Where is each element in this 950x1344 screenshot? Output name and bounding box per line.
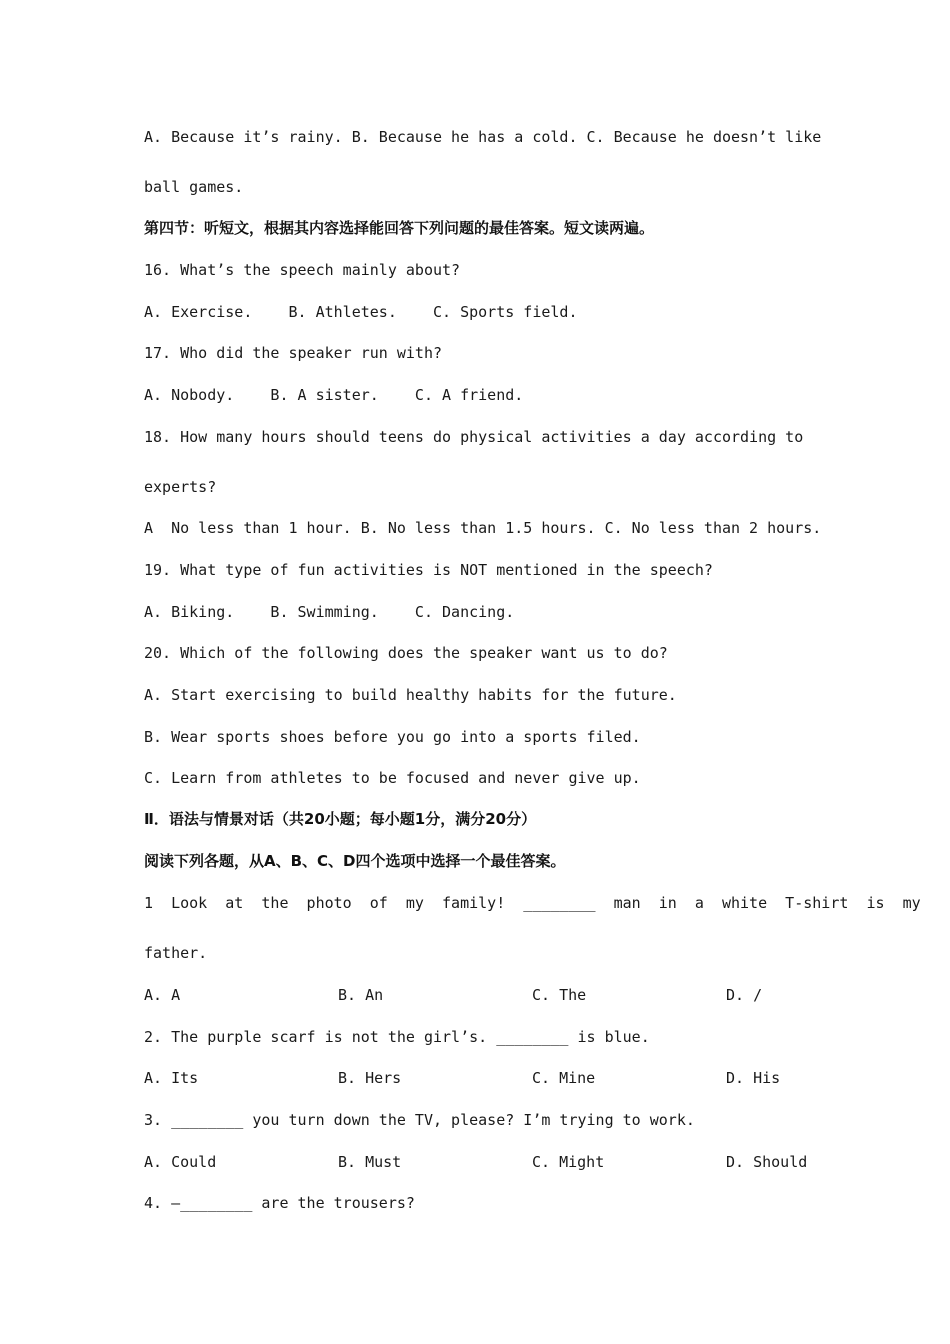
q19-question: 19. What type of fun activities is NOT mentioned in the speech? bbox=[144, 561, 713, 579]
g2-option-b: B. Hers bbox=[338, 1069, 402, 1087]
q16-options: A. Exercise. B. Athletes. C. Sports field. bbox=[144, 303, 578, 321]
g1-question: 1 Look at the photo of my family! ________ man in a white T-shirt is my bbox=[144, 894, 921, 912]
g3-option-b: B. Must bbox=[338, 1153, 402, 1171]
g3-option-a: A. Could bbox=[144, 1153, 217, 1171]
q15-options: A. Because it’s rainy. B. Because he has a cold. C. Because he doesn’t like bbox=[144, 128, 822, 146]
q17-options: A. Nobody. B. A sister. C. A friend. bbox=[144, 386, 524, 404]
q20-option-b: B. Wear sports shoes before you go into a sports filed. bbox=[144, 728, 641, 746]
g1-option-d: D. / bbox=[726, 986, 763, 1004]
q18-question-continued: experts? bbox=[144, 478, 217, 496]
q20-option-a: A. Start exercising to build healthy habits for the future. bbox=[144, 686, 677, 704]
g2-option-a: A. Its bbox=[144, 1069, 199, 1087]
part2-heading: Ⅱ．语法与情景对话（共20小题；每小题1分，满分20分） bbox=[144, 810, 537, 828]
g1-option-b: B. An bbox=[338, 986, 384, 1004]
section4-heading: 第四节：听短文，根据其内容选择能回答下列问题的最佳答案。短文读两遍。 bbox=[144, 219, 655, 237]
q16-question: 16. What’s the speech mainly about? bbox=[144, 261, 461, 279]
g4-question: 4. —________ are the trousers? bbox=[144, 1194, 415, 1212]
q17-question: 17. Who did the speaker run with? bbox=[144, 344, 443, 362]
g1-option-c: C. The bbox=[532, 986, 587, 1004]
q18-question: 18. How many hours should teens do physical activities a day according to bbox=[144, 428, 804, 446]
g3-option-d: D. Should bbox=[726, 1153, 808, 1171]
q15-options-continued: ball games. bbox=[144, 178, 244, 196]
g1-option-a: A. A bbox=[144, 986, 181, 1004]
part2-instruction: 阅读下列各题，从A、B、C、D四个选项中选择一个最佳答案。 bbox=[144, 852, 566, 870]
g2-option-d: D. His bbox=[726, 1069, 781, 1087]
q20-question: 20. Which of the following does the speaker want us to do? bbox=[144, 644, 668, 662]
q20-option-c: C. Learn from athletes to be focused and never give up. bbox=[144, 769, 641, 787]
g2-question: 2. The purple scarf is not the girl’s. ________ is blue. bbox=[144, 1028, 650, 1046]
q19-options: A. Biking. B. Swimming. C. Dancing. bbox=[144, 603, 515, 621]
q18-options: A No less than 1 hour. B. No less than 1.5 hours. C. No less than 2 hours. bbox=[144, 519, 822, 537]
g1-question-continued: father. bbox=[144, 944, 208, 962]
g3-question: 3. ________ you turn down the TV, please? I’m trying to work. bbox=[144, 1111, 695, 1129]
g3-option-c: C. Might bbox=[532, 1153, 605, 1171]
g2-option-c: C. Mine bbox=[532, 1069, 596, 1087]
